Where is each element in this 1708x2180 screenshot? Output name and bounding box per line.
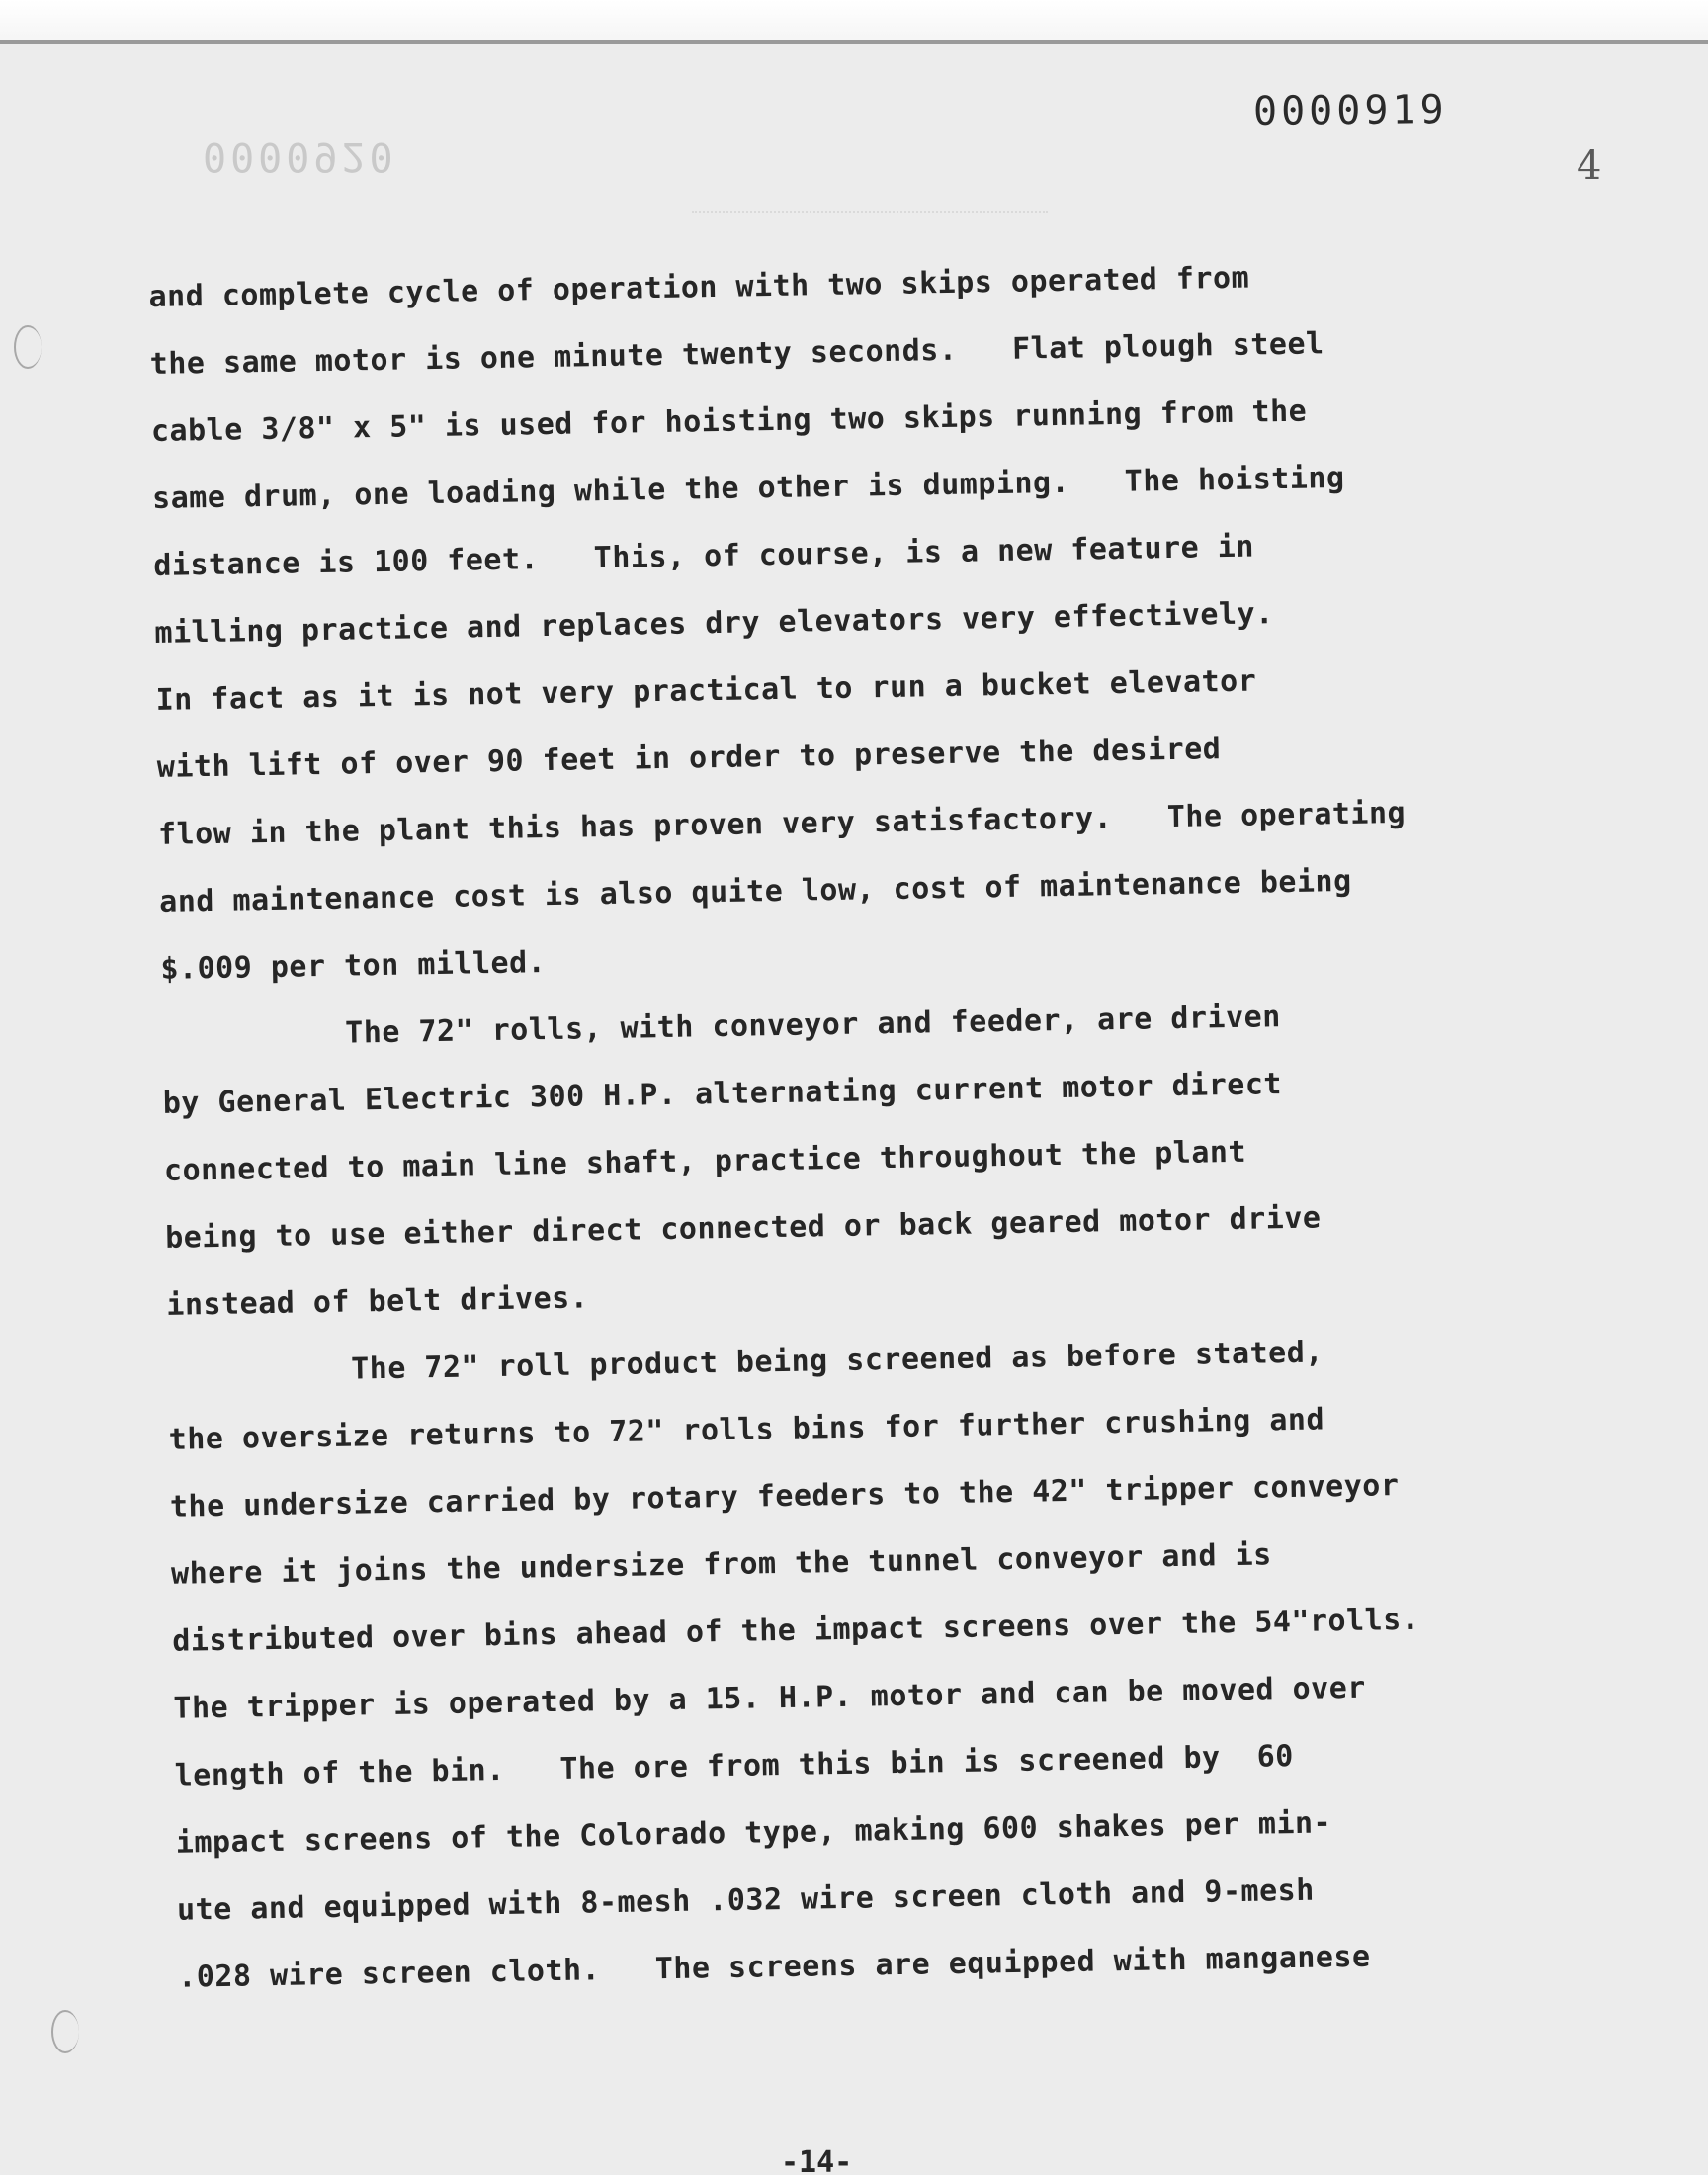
body-line: the undersize carried by rotary feeders to the 42" tripper conveyor <box>169 1468 1400 1525</box>
body-line: impact screens of the Colorado type, making 600 shakes per min- <box>175 1805 1332 1861</box>
body-line: .028 wire screen cloth. The screens are equipped with manganese <box>177 1939 1371 1995</box>
body-line: by General Electric 300 H.P. alternating current motor direct <box>162 1067 1283 1121</box>
body-line: cable 3/8" x 5" is used for hoisting two skips running from the <box>150 393 1308 449</box>
body-line: In fact as it is not very practical to run a bucket elevator <box>155 663 1257 718</box>
body-line: The tripper is operated by a 15. H.P. motor and can be moved over <box>173 1670 1367 1726</box>
body-line: distance is 100 feet. This, of course, is a new feature in <box>153 529 1255 583</box>
body-line: flow in the plant this has proven very satisfactory. The operating <box>157 795 1407 852</box>
body-line: The 72" roll product being screened as before stated, <box>167 1335 1324 1390</box>
corner-page-mark: 4 <box>1577 143 1602 189</box>
body-line: where it joins the undersize from the tunnel conveyor and is <box>170 1537 1272 1592</box>
body-line: the oversize returns to 72" rolls bins for further crushing and <box>168 1402 1325 1457</box>
body-text <box>148 239 1582 2012</box>
body-line: instead of belt drives. <box>166 1280 589 1323</box>
body-line: connected to main line shaft, practice throughout the plant <box>163 1134 1247 1188</box>
document-number: 0000919 <box>1252 87 1448 134</box>
document-page <box>0 40 1708 2180</box>
bleed-through-number: 0000920 <box>203 133 397 179</box>
body-line: The 72" rolls, with conveyor and feeder, are driven <box>161 1000 1282 1054</box>
body-line: with lift of over 90 feet in order to preserve the desired <box>156 732 1222 785</box>
punch-hole-top-icon <box>14 325 42 369</box>
body-line: the same motor is one minute twenty seconds. Flat plough steel <box>149 326 1324 382</box>
body-line: and maintenance cost is also quite low, cost of maintenance being <box>158 863 1352 919</box>
body-line: and complete cycle of operation with two skips operated from <box>148 260 1250 314</box>
body-line: milling practice and replaces dry elevators very effectively. <box>154 596 1274 651</box>
body-line: ute and equipped with 8-mesh .032 wire screen cloth and 9-mesh <box>176 1873 1316 1928</box>
body-line: same drum, one loading while the other is dumping. The hoisting <box>151 460 1345 516</box>
page-number: -14- <box>781 2145 853 2180</box>
body-line: distributed over bins ahead of the impact screens over the 54"rolls. <box>172 1602 1420 1659</box>
body-line: length of the bin. The ore from this bin is screened by 60 <box>174 1739 1295 1793</box>
punch-hole-bottom-icon <box>51 2010 79 2053</box>
body-line: $.009 per ton milled. <box>160 945 547 987</box>
body-line: being to use either direct connected or back geared motor drive <box>164 1200 1322 1256</box>
faint-bleed-through-heading <box>692 211 1048 236</box>
